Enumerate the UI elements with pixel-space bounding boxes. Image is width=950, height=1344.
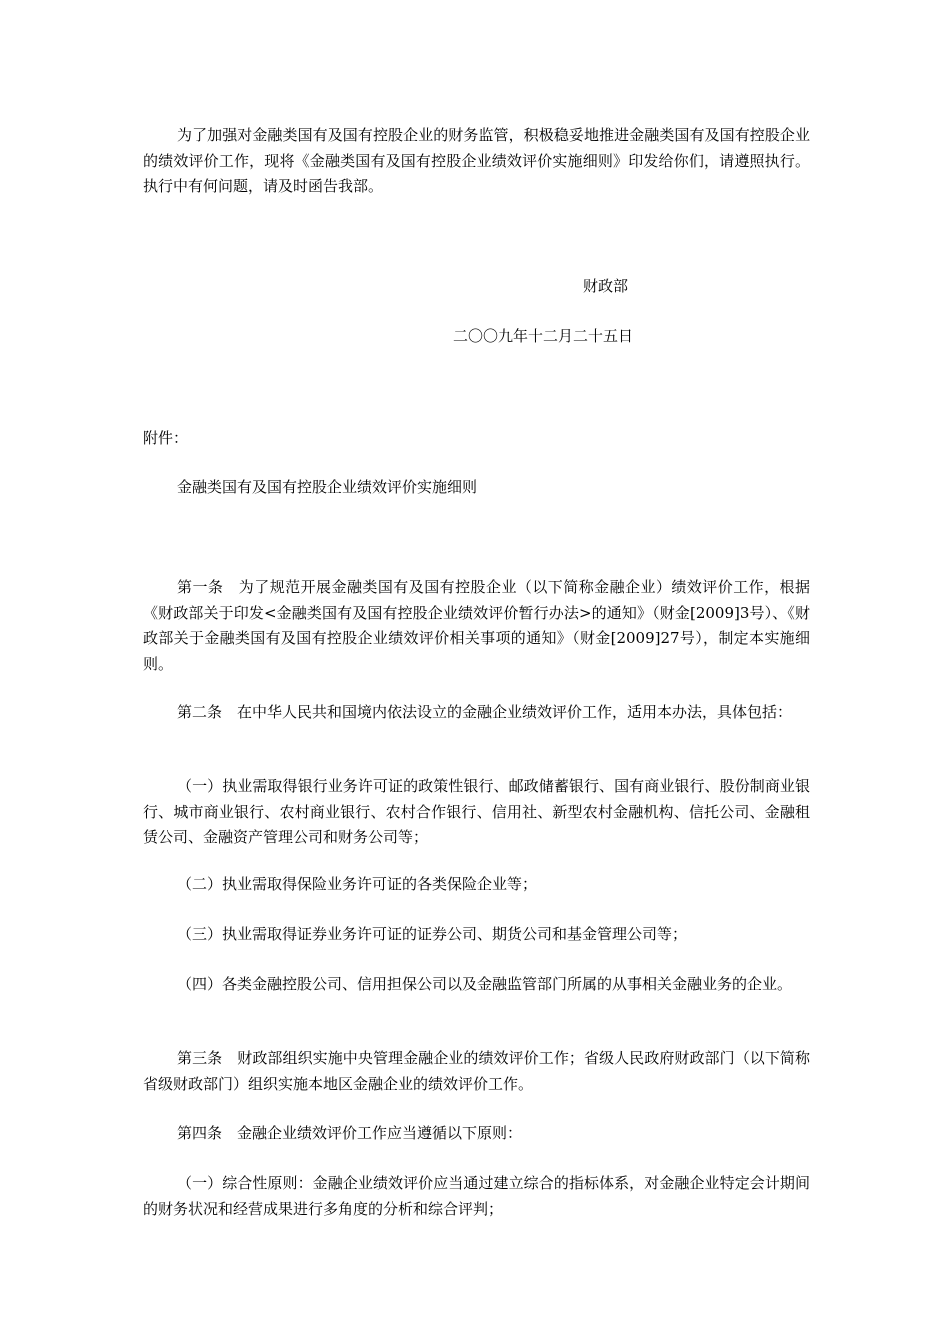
article-2-item-1: （一）执业需取得银行业务许可证的政策性银行、邮政储蓄银行、国有商业银行、股份制商业银行、城市商业银行、农村商业银行、农村合作银行、信用社、新型农村金融机构、信托公司、金融租赁公司、金融资产管理公司和财务公司等； <box>143 777 810 846</box>
article-3: 第三条 财政部组织实施中央管理金融企业的绩效评价工作；省级人民政府财政部门（以下简称省级财政部门）组织实施本地区金融企业的绩效评价工作。 <box>143 1049 810 1093</box>
article-2-item-4: （四）各类金融控股公司、信用担保公司以及金融监管部门所属的从事相关金融业务的企业。 <box>177 975 793 993</box>
issue-date: 二〇〇九年十二月二十五日 <box>453 327 634 345</box>
article-2: 第二条 在中华人民共和国境内依法设立的金融企业绩效评价工作，适用本办法，具体包括： <box>177 703 793 721</box>
article-4: 第四条 金融企业绩效评价工作应当遵循以下原则： <box>177 1124 523 1142</box>
article-4-item-1: （一）综合性原则：金融企业绩效评价应当通过建立综合的指标体系，对金融企业特定会计期间的财务状况和经营成果进行多角度的分析和综合评判； <box>143 1174 810 1218</box>
attachment-label: 附件： <box>143 429 189 447</box>
article-2-item-2: （二）执业需取得保险业务许可证的各类保险企业等； <box>177 875 538 893</box>
article-2-item-3: （三）执业需取得证券业务许可证的证券公司、期货公司和基金管理公司等； <box>177 925 688 943</box>
issuer-signature: 财政部 <box>583 277 629 295</box>
attachment-title: 金融类国有及国有控股企业绩效评价实施细则 <box>177 478 478 496</box>
article-1: 第一条 为了规范开展金融类国有及国有控股企业（以下简称金融企业）绩效评价工作，根据《财政部关于印发<金融类国有及国有控股企业绩效评价暂行办法>的通知》（财金[2009]3号）、《财政部关于金融类国有及国有控股企业绩效评价相关事项的通知》（财金[2009]27号），制定本实施细则。 <box>143 578 810 673</box>
intro-paragraph: 为了加强对金融类国有及国有控股企业的财务监管，积极稳妥地推进金融类国有及国有控股企业的绩效评价工作，现将《金融类国有及国有控股企业绩效评价实施细则》印发给你们，请遵照执行。执行中有何问题，请及时函告我部。 <box>143 126 810 195</box>
